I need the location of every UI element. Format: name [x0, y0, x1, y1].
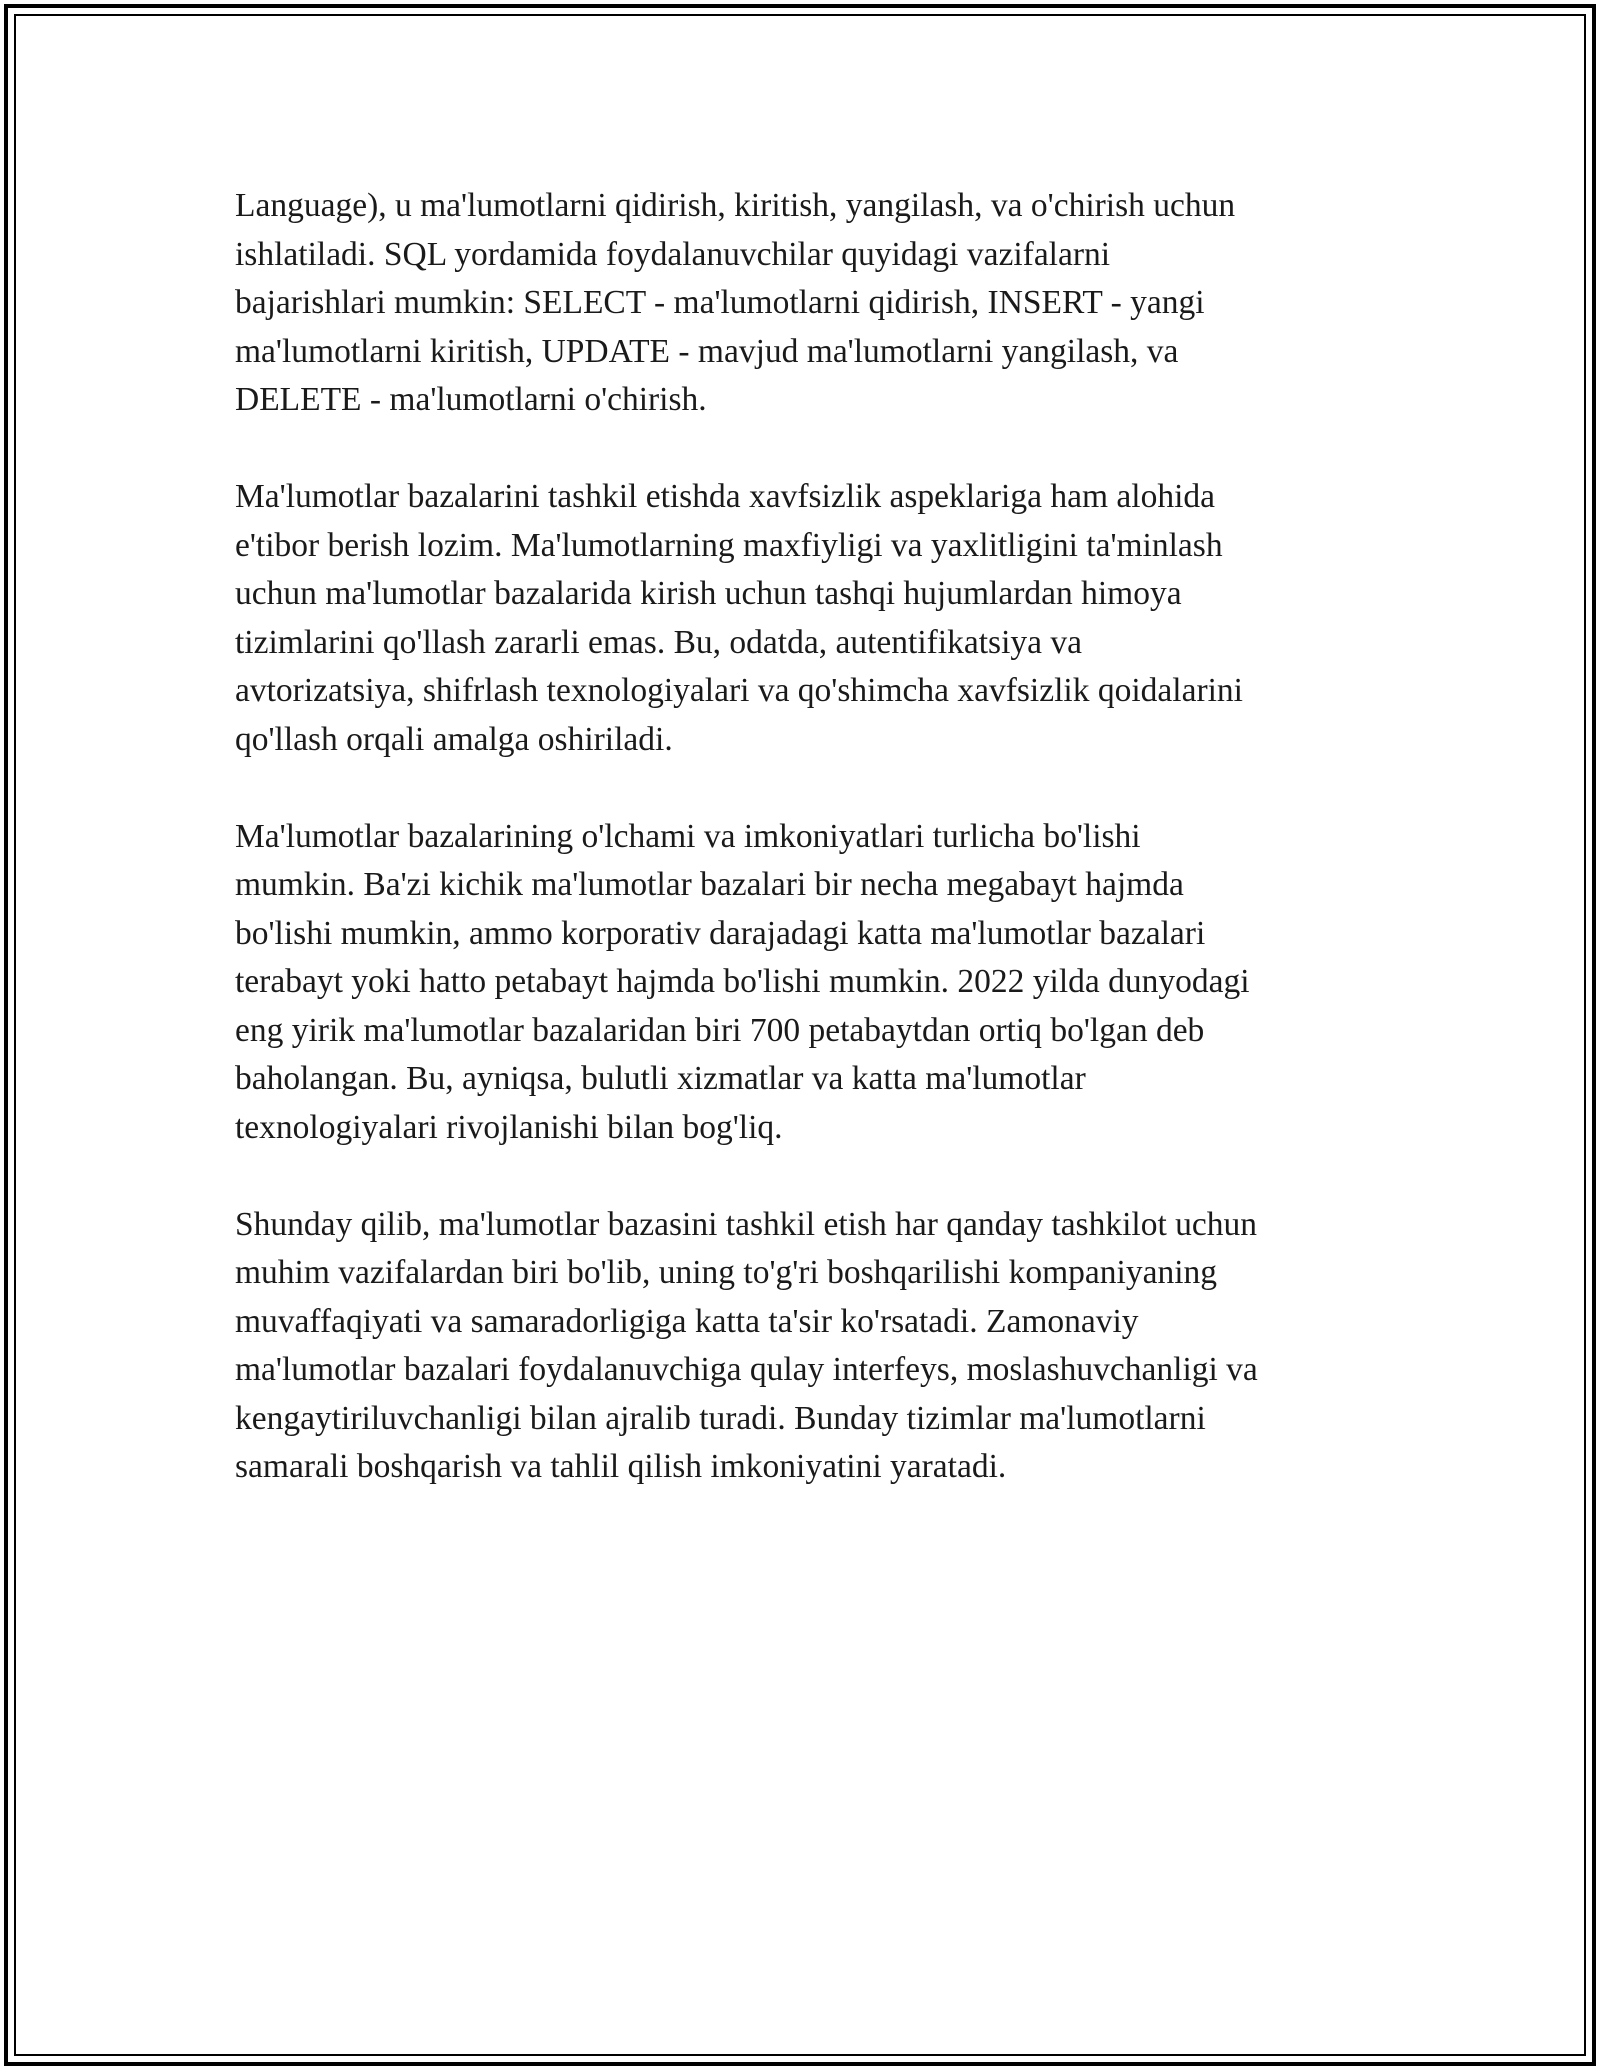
- text-line: muvaffaqiyati va samaradorligiga katta ta'sir ko'rsatadi. Zamonaviy: [235, 1302, 1139, 1340]
- text-line: baholangan. Bu, ayniqsa, bulutli xizmatlar va katta ma'lumotlar: [235, 1060, 1086, 1097]
- document-body: [235, 182, 1365, 1540]
- text-line: bajarishlari mumkin: SELECT - ma'lumotlarni qidirish, INSERT - yangi: [235, 284, 1205, 321]
- text-line: Ma'lumotlar bazalarining o'lchami va imkoniyatlari turlicha bo'lishi: [235, 817, 1141, 855]
- text-line: avtorizatsiya, shifrlash texnologiyalari va qo'shimcha xavfsizlik qoidalarini: [235, 672, 1243, 709]
- text-line: ma'lumotlarni kiritish, UPDATE - mavjud ma'lumotlarni yangilash, va: [235, 332, 1179, 370]
- text-line: texnologiyalari rivojlanishi bilan bog'liq.: [235, 1108, 783, 1146]
- text-line: e'tibor berish lozim. Ma'lumotlarning maxfiyligi va yaxlitligini ta'minlash: [235, 526, 1223, 564]
- text-line: ishlatiladi. SQL yordamida foydalanuvchilar quyidagi vazifalarni: [235, 235, 1111, 273]
- text-line: muhim vazifalardan biri bo'lib, uning to'g'ri boshqarilishi kompaniyaning: [235, 1254, 1218, 1291]
- text-line: qo'llash orqali amalga oshiriladi.: [235, 720, 673, 758]
- text-line: ma'lumotlar bazalari foydalanuvchiga qulay interfeys, moslashuvchanligi va: [235, 1351, 1258, 1388]
- paragraph-conclusion: [235, 1201, 1365, 1492]
- paragraph-database-size: [235, 813, 1365, 1153]
- text-line: terabayt yoki hatto petabayt hajmda bo'lishi mumkin. 2022 yilda dunyodagi: [235, 963, 1250, 1000]
- text-line: mumkin. Ba'zi kichik ma'lumotlar bazalari bir necha megabayt hajmda: [235, 866, 1184, 903]
- text-line: eng yirik ma'lumotlar bazalaridan biri 700 petabaytdan ortiq bo'lgan deb: [235, 1011, 1205, 1049]
- text-line: Language), u ma'lumotlarni qidirish, kiritish, yangilash, va o'chirish uchun: [235, 187, 1236, 224]
- text-line: Ma'lumotlar bazalarini tashkil etishda xavfsizlik aspeklariga ham alohida: [235, 478, 1216, 515]
- text-line: bo'lishi mumkin, ammo korporativ darajadagi katta ma'lumotlar bazalari: [235, 914, 1206, 952]
- text-line: samarali boshqarish va tahlil qilish imkoniyatini yaratadi.: [235, 1448, 1007, 1485]
- text-line: tizimlarini qo'llash zararli emas. Bu, odatda, autentifikatsiya va: [235, 623, 1082, 661]
- paragraph-security: [235, 473, 1365, 764]
- text-line: Shunday qilib, ma'lumotlar bazasini tashkil etish har qanday tashkilot uchun: [235, 1205, 1258, 1243]
- text-line: kengaytiriluvchanligi bilan ajralib turadi. Bunday tizimlar ma'lumotlarni: [235, 1399, 1206, 1437]
- text-line: uchun ma'lumotlar bazalarida kirish uchun tashqi hujumlardan himoya: [235, 575, 1182, 612]
- paragraph-sql-commands: [235, 182, 1365, 425]
- text-line: DELETE - ma'lumotlarni o'chirish.: [235, 381, 707, 418]
